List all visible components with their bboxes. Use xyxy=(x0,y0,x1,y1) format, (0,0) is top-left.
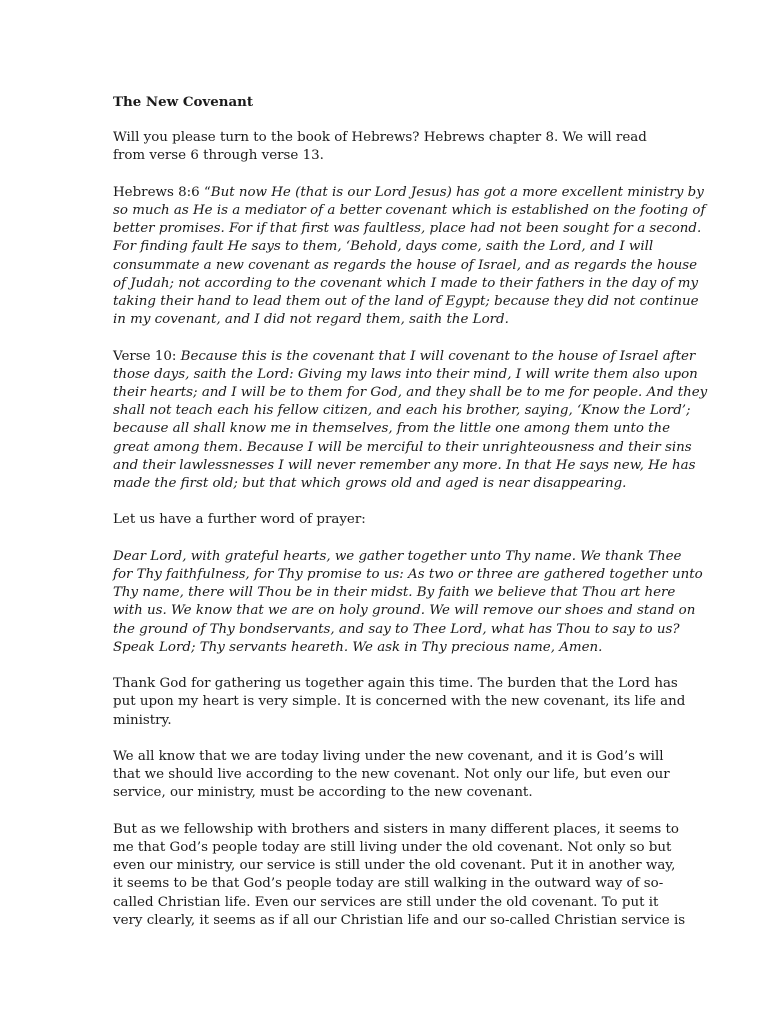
text-segment: very clearly, it seems as if all our Christian life and our so-called Christian service is xyxy=(113,912,686,928)
text-line xyxy=(113,548,682,566)
italic-text-segment: Dear Lord, with grateful hearts, we gather together unto Thy name. We thank Thee xyxy=(113,548,682,564)
text-segment: Will you please turn to the book of Hebrews? Hebrews chapter 8. We will read xyxy=(113,130,647,146)
italic-text-segment: consummate a new covenant as regards the house of Israel, and as regards the house xyxy=(113,257,698,273)
text-segment: called Christian life. Even our services are still under the old covenant. To put it xyxy=(113,894,659,910)
italic-text-segment: and their lawlessnesses I will never remember any more. In that He says new, He has xyxy=(113,457,696,473)
text-segment: Thank God for gathering us together again this time. The burden that the Lord has xyxy=(113,676,678,692)
text-line xyxy=(113,639,653,657)
text-segment: put upon my heart is very simple. It is concerned with the new covenant, its life and xyxy=(113,694,686,710)
text-line xyxy=(113,693,686,711)
text-line xyxy=(113,384,708,402)
italic-text-segment: shall not teach each his fellow citizen, and each his brother, saying, ‘Know the Lord’; xyxy=(113,403,691,419)
text-line xyxy=(113,366,698,384)
text-segment: We all know that we are today living under the new covenant, and it is God’s will xyxy=(113,749,664,765)
text-segment: that we should live according to the new covenant. Not only our life, but even our xyxy=(113,767,670,783)
italic-text-segment: But now He (that is our Lord Jesus) has got a more excellent ministry by xyxy=(210,184,704,200)
text-line xyxy=(113,202,706,220)
italic-text-segment: their hearts; and I will be to them for God, and they shall be to me for people. And they xyxy=(113,385,708,401)
document-body xyxy=(113,93,708,948)
text-line xyxy=(113,257,698,275)
text-line xyxy=(113,839,672,857)
text-line xyxy=(113,147,653,165)
text-line xyxy=(113,238,653,256)
text-line xyxy=(113,712,653,730)
paragraph xyxy=(113,748,670,803)
italic-text-segment: Speak Lord; Thy servants heareth. We ask in Thy precious name, Amen. xyxy=(113,639,603,655)
text-line xyxy=(113,475,653,493)
italic-text-segment: taking their hand to lead them out of the land of Egypt; because they did not continue xyxy=(113,294,699,310)
italic-text-segment: those days, saith the Lord: Giving my laws into their mind, I will write them also upon xyxy=(113,366,698,382)
text-segment: service, our ministry, must be according to the new covenant. xyxy=(113,785,533,801)
text-line xyxy=(113,584,676,602)
paragraph xyxy=(113,348,708,494)
italic-text-segment: For finding fault He says to them, ‘Behold, days come, saith the Lord, and I will xyxy=(113,239,654,255)
italic-text-segment: the ground of Thy bondservants, and say to Thee Lord, what has Thou to say to us? xyxy=(113,621,680,637)
text-line xyxy=(113,766,670,784)
text-segment: ministry. xyxy=(113,712,172,728)
paragraph xyxy=(113,548,703,657)
text-segment: Let us have a further word of prayer: xyxy=(113,512,366,528)
text-line xyxy=(113,784,653,802)
paragraph xyxy=(113,184,706,330)
text-segment: it seems to be that God’s people today are still walking in the outward way of so- xyxy=(113,876,664,892)
text-line xyxy=(113,602,696,620)
italic-text-segment: for Thy faithfulness, for Thy promise to us: As two or three are gathered together unto xyxy=(113,567,703,583)
paragraph xyxy=(113,129,653,165)
text-line xyxy=(113,894,659,912)
text-line xyxy=(113,275,699,293)
text-segment: from verse 6 through verse 13. xyxy=(113,148,324,164)
text-line xyxy=(113,439,692,457)
text-line xyxy=(113,621,680,639)
paragraph xyxy=(113,821,686,930)
text-segment: Verse 10: xyxy=(113,348,181,364)
text-line xyxy=(113,184,704,202)
italic-text-segment: so much as He is a mediator of a better covenant which is established on the footing of xyxy=(113,203,706,218)
text-line xyxy=(113,129,653,147)
text-line xyxy=(113,857,676,875)
text-line xyxy=(113,566,703,584)
text-line xyxy=(113,402,691,420)
italic-text-segment: better promises. For if that first was faultless, place had not been sought for a second. xyxy=(113,221,702,237)
text-segment: even our ministry, our service is still under the old covenant. Put it in another way, xyxy=(113,858,676,874)
text-line xyxy=(113,875,664,893)
text-line xyxy=(113,457,696,475)
italic-text-segment: in my covenant, and I did not regard them, saith the Lord. xyxy=(113,312,509,328)
text-segment: But as we fellowship with brothers and sisters in many different places, it seems to xyxy=(113,821,679,837)
text-segment: me that God’s people today are still living under the old covenant. Not only so but xyxy=(113,840,672,856)
italic-text-segment: of Judah; not according to the covenant which I made to their fathers in the day of my xyxy=(113,275,699,291)
italic-text-segment: made the first old; but that which grows old and aged is near disappearing. xyxy=(113,476,627,492)
italic-text-segment: with us. We know that we are on holy ground. We will remove our shoes and stand on xyxy=(113,603,696,619)
text-line xyxy=(113,511,653,529)
italic-text-segment: Because this is the covenant that I will covenant to the house of Israel after xyxy=(180,348,696,364)
text-line xyxy=(113,311,653,329)
text-line xyxy=(113,220,702,238)
text-line xyxy=(113,675,678,693)
paragraph-list xyxy=(113,129,708,930)
paragraph xyxy=(113,511,653,529)
italic-text-segment: great among them. Because I will be merciful to their unrighteousness and their sins xyxy=(113,439,692,455)
italic-text-segment: Thy name, there will Thou be in their midst. By faith we believe that Thou art here xyxy=(113,585,676,601)
document-title: The New Covenant xyxy=(113,94,254,110)
text-line xyxy=(113,420,671,438)
paragraph xyxy=(113,675,686,730)
text-line xyxy=(113,348,696,366)
text-line xyxy=(113,821,679,839)
italic-text-segment: because all shall know me in themselves, from the little one among them unto the xyxy=(113,421,671,437)
text-line xyxy=(113,748,664,766)
text-line xyxy=(113,912,686,930)
text-line xyxy=(113,293,699,311)
text-segment: Hebrews 8:6 “ xyxy=(113,184,211,200)
